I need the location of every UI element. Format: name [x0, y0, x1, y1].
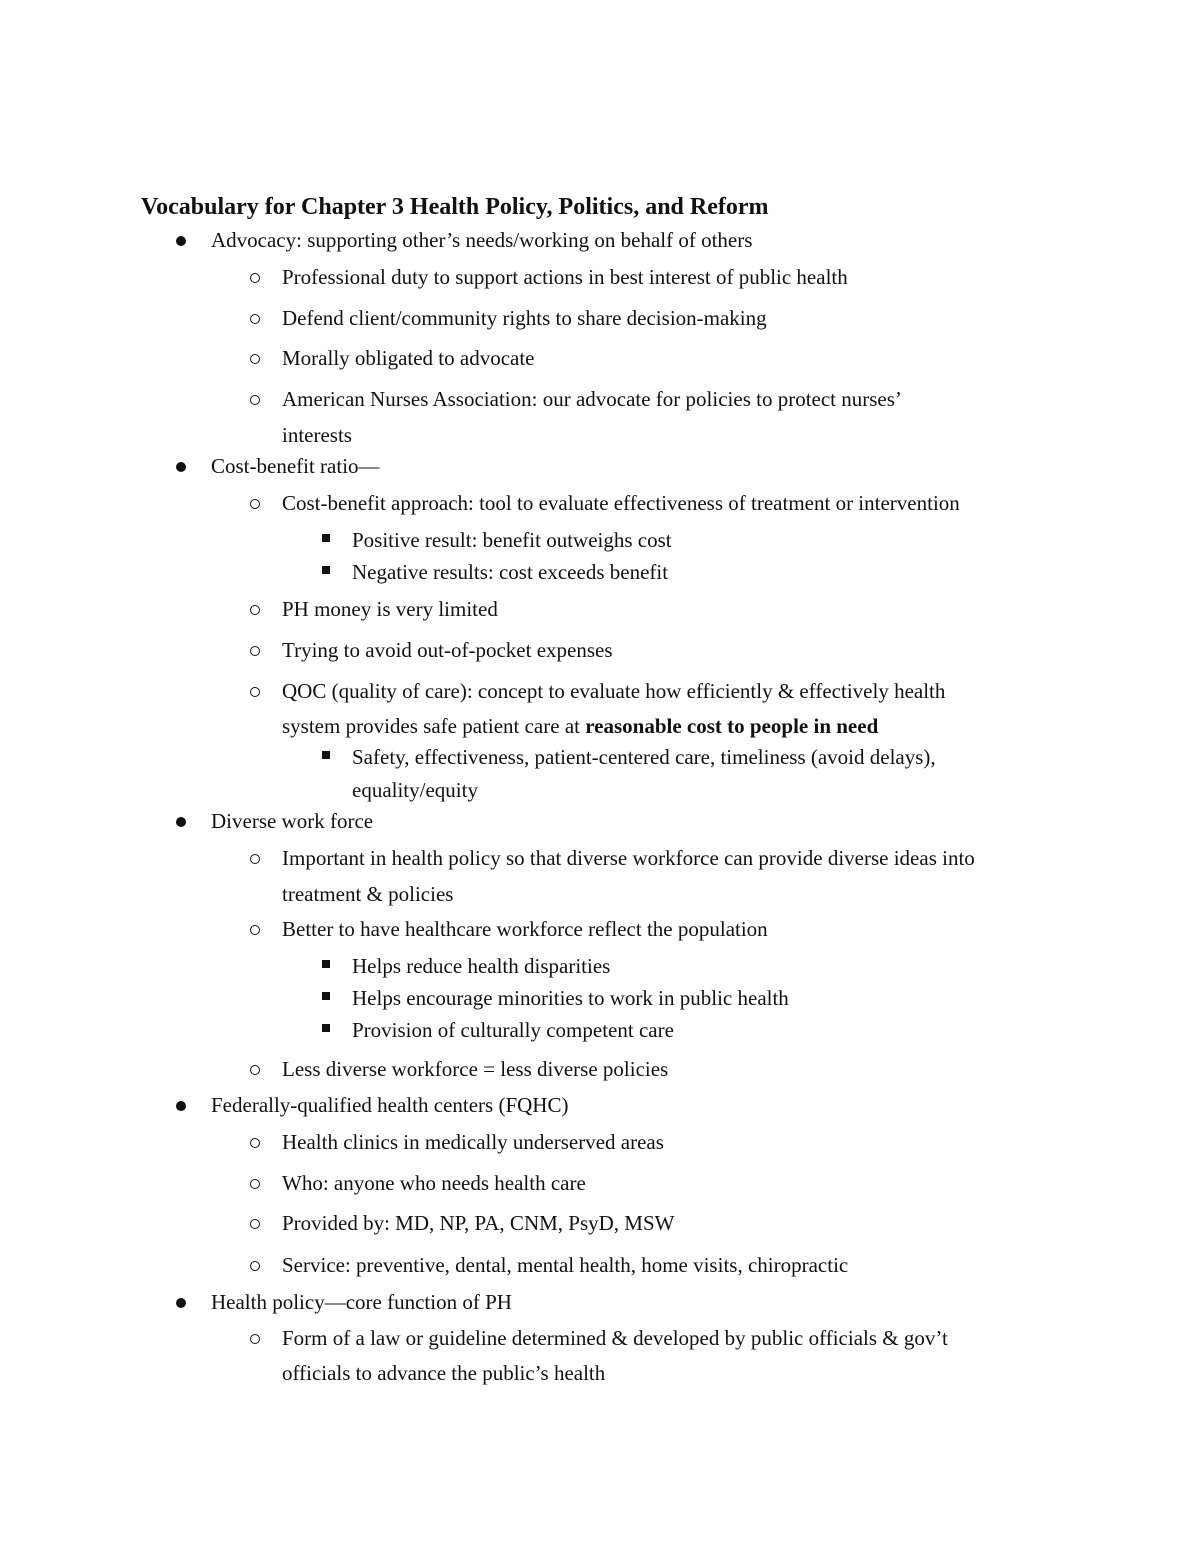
line-text: Who: anyone who needs health care	[282, 1171, 586, 1195]
outline-line-level-2	[282, 711, 878, 741]
line-text: system provides safe patient care at	[282, 714, 586, 738]
outline-line-level-1	[211, 1287, 512, 1317]
bullet-dot-icon	[176, 236, 186, 246]
line-text: Cost-benefit ratio—	[211, 454, 380, 478]
line-text: Federally-qualified health centers (FQHC)	[211, 1093, 569, 1117]
bullet-circle-icon	[250, 354, 260, 364]
outline-line-level-2	[282, 1323, 948, 1353]
bullet-dot-icon	[176, 1101, 186, 1111]
line-text: Helps reduce health disparities	[352, 954, 611, 978]
outline-line-level-2	[282, 914, 768, 944]
line-bold-text: reasonable cost to people in need	[585, 714, 879, 738]
line-text: Important in health policy so that diverse workforce can provide diverse ideas into	[282, 846, 975, 870]
line-text: treatment & policies	[282, 882, 454, 906]
bullet-circle-icon	[250, 925, 260, 935]
bullet-square-icon	[322, 1024, 330, 1032]
outline-line-level-2	[282, 420, 352, 450]
bullet-square-icon	[322, 566, 330, 574]
bullet-square-icon	[322, 992, 330, 1000]
bullet-dot-icon	[176, 1298, 186, 1308]
bullet-circle-icon	[250, 499, 260, 509]
line-text: equality/equity	[352, 778, 478, 802]
outline-line-level-2	[282, 1168, 586, 1198]
outline-line-level-3	[352, 951, 610, 981]
line-text: Advocacy: supporting other’s needs/working on behalf of others	[211, 228, 753, 252]
line-text: PH money is very limited	[282, 597, 498, 621]
bullet-circle-icon	[250, 395, 260, 405]
outline-line-level-3	[352, 1015, 674, 1045]
line-text: Defend client/community rights to share decision-making	[282, 306, 767, 330]
bullet-circle-icon	[250, 646, 260, 656]
line-text: officials to advance the public’s health	[282, 1361, 606, 1385]
bullet-circle-icon	[250, 1179, 260, 1189]
line-text: Provision of culturally competent care	[352, 1018, 674, 1042]
outline-line-level-3	[352, 742, 936, 772]
bullet-circle-icon	[250, 687, 260, 697]
line-text: Cost-benefit approach: tool to evaluate effectiveness of treatment or intervention	[282, 491, 960, 515]
bullet-circle-icon	[250, 1334, 260, 1344]
line-text: Safety, effectiveness, patient-centered care, timeliness (avoid delays),	[352, 745, 936, 769]
line-text: Health policy—core function of PH	[211, 1290, 512, 1314]
bullet-square-icon	[322, 960, 330, 968]
bullet-dot-icon	[176, 817, 186, 827]
line-text: Better to have healthcare workforce reflect the population	[282, 917, 768, 941]
line-text: Form of a law or guideline determined & developed by public officials & gov’t	[282, 1326, 948, 1350]
outline-line-level-1	[211, 225, 752, 255]
line-text: Negative results: cost exceeds benefit	[352, 560, 669, 584]
outline-line-level-2	[282, 262, 848, 292]
line-text: Professional duty to support actions in best interest of public health	[282, 265, 848, 289]
line-text: QOC (quality of care): concept to evaluate how efficiently & effectively health	[282, 679, 946, 703]
line-text: Provided by: MD, NP, PA, CNM, PsyD, MSW	[282, 1211, 675, 1235]
outline-line-level-2	[282, 343, 535, 373]
line-text: American Nurses Association: our advocate for policies to protect nurses’	[282, 387, 902, 411]
bullet-dot-icon	[176, 462, 186, 472]
bullet-circle-icon	[250, 1261, 260, 1271]
outline-line-level-2	[282, 1250, 848, 1280]
outline-line-level-2	[282, 1054, 668, 1084]
bullet-circle-icon	[250, 1138, 260, 1148]
line-text: Health clinics in medically underserved areas	[282, 1130, 664, 1154]
bullet-circle-icon	[250, 314, 260, 324]
outline-line-level-2	[282, 676, 945, 706]
bullet-circle-icon	[250, 854, 260, 864]
outline-line-level-2	[282, 384, 902, 414]
bullet-square-icon	[322, 751, 330, 759]
outline-line-level-2	[282, 1208, 674, 1238]
outline-line-level-3	[352, 775, 478, 805]
outline-line-level-3	[352, 525, 672, 555]
bullet-circle-icon	[250, 1219, 260, 1229]
line-text: Diverse work force	[211, 809, 374, 833]
outline-line-level-1	[211, 451, 380, 481]
line-text: Less diverse workforce = less diverse policies	[282, 1057, 669, 1081]
outline-line-level-2	[282, 488, 960, 518]
bullet-circle-icon	[250, 273, 260, 283]
outline-line-level-2	[282, 1358, 605, 1388]
bullet-circle-icon	[250, 1065, 260, 1075]
outline-line-level-3	[352, 983, 789, 1013]
line-text: Trying to avoid out-of-pocket expenses	[282, 638, 613, 662]
outline-line-level-2	[282, 1127, 664, 1157]
outline-line-level-2	[282, 879, 453, 909]
outline-line-level-2	[282, 635, 613, 665]
bullet-circle-icon	[250, 605, 260, 615]
outline-line-level-1	[211, 806, 373, 836]
outline-line-level-2	[282, 843, 975, 873]
line-text: interests	[282, 423, 352, 447]
outline-line-level-2	[282, 303, 767, 333]
line-text: Morally obligated to advocate	[282, 346, 535, 370]
line-text: Helps encourage minorities to work in public health	[352, 986, 789, 1010]
document-title: Vocabulary for Chapter 3 Health Policy, Politics, and Reform	[141, 194, 769, 220]
outline-line-level-2	[282, 594, 498, 624]
outline-line-level-1	[211, 1090, 568, 1120]
line-text: Service: preventive, dental, mental health, home visits, chiropractic	[282, 1253, 849, 1277]
outline-line-level-3	[352, 557, 668, 587]
bullet-square-icon	[322, 534, 330, 542]
line-text: Positive result: benefit outweighs cost	[352, 528, 672, 552]
